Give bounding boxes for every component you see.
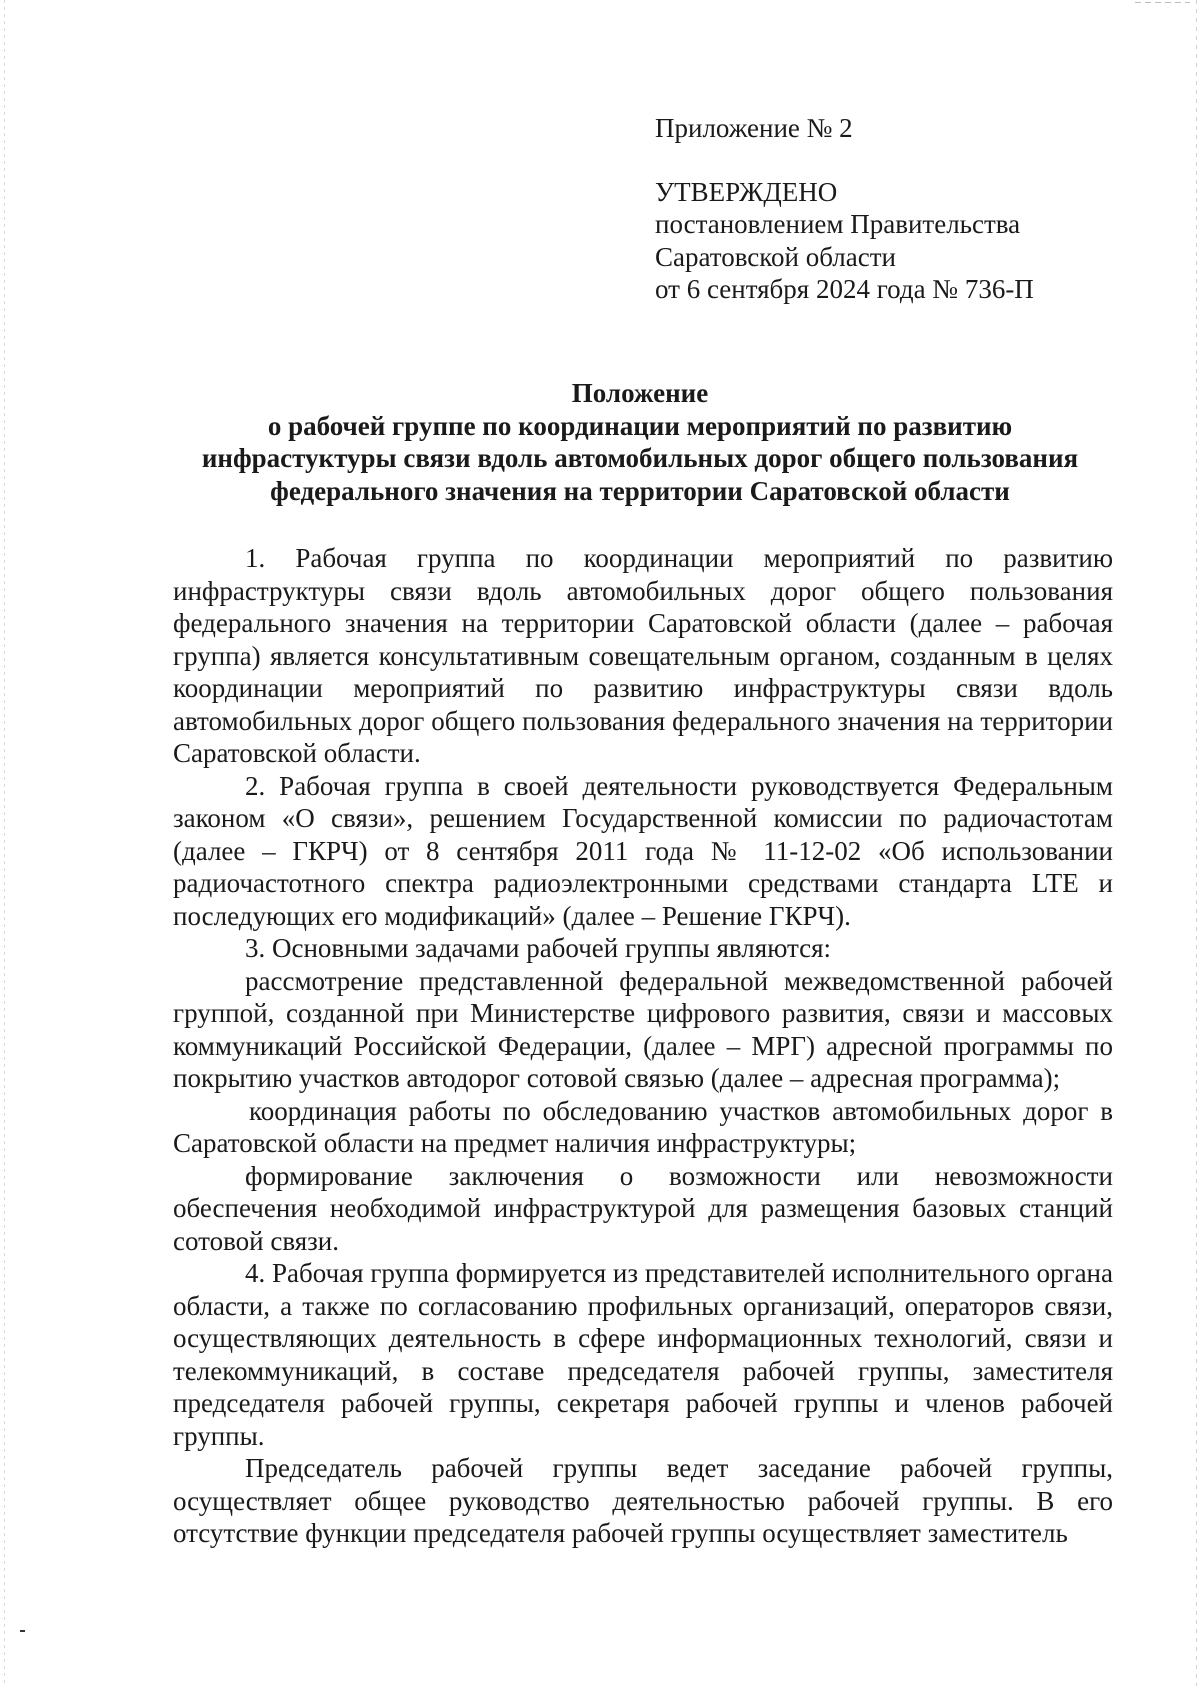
paragraph-2: 2. Рабочая группа в своей деятельности руководствуется Федеральным законом «О связи», решением Государственной комиссии по радиочастотам (далее – ГКРЧ) от 8 сентября 2011 года № 11-12-02 «Об использовании радиочастотного спектра радиоэлектронными средствами стандарта LTE и последующих его модификаций» (далее – Решение ГКРЧ). — [173, 770, 1113, 931]
task-item-1: рассмотрение представленной федеральной межведомственной рабочей группой, созданной при Министерстве цифрового развития, связи и массовых коммуникаций Российской Федерации, (далее – МРГ) адресной программы по покрытию участков автодорог сотовой связью (далее – адресная программа); — [173, 965, 1113, 1093]
approval-block — [655, 112, 1105, 306]
paragraph-3: 3. Основными задачами рабочей группы являются: — [245, 933, 832, 963]
paragraph-1: 1. Рабочая группа по координации мероприятий по развитию инфраструктуры связи вдоль автомобильных дорог общего пользования федерального значения на территории Саратовской области (далее – рабочая группа) является консультативным совещательным органом, созданным в целях координации мероприятий по развитию инфраструктуры связи вдоль автомобильных дорог общего пользования федерального значения на территории Саратовской области. — [173, 543, 1113, 768]
paragraph-4: 4. Рабочая группа формируется из представителей исполнительного органа области, а также по согласованию профильных организаций, операторов связи, осуществляющих деятельность в сфере информационных технологий, связи и телекоммуникаций, в составе председателя рабочей группы, заместителя председателя рабочей группы, секретаря рабочей группы и членов рабочей группы. — [173, 1258, 1113, 1451]
decree-line-2: Саратовской области — [655, 241, 896, 272]
appendix-number: Приложение № 2 — [655, 113, 853, 143]
approved-stamp-text: УТВЕРЖДЕНО — [655, 176, 838, 207]
decree-line-1: постановлением Правительства — [655, 209, 1021, 239]
task-item-2: координация работы по обследованию участков автомобильных дорог в Саратовской области на предмет наличия инфраструктуры; — [173, 1095, 1113, 1158]
title-line-4: федерального значения на территории Саратовской области — [270, 475, 1010, 506]
document-body — [173, 542, 1113, 1550]
scan-stray-mark — [20, 1630, 25, 1632]
document-title — [160, 377, 1120, 507]
title-line-2: о рабочей группе по координации мероприятий по развитию — [267, 410, 1013, 441]
scan-edge-left — [4, 0, 5, 1686]
paragraph-chairman: Председатель рабочей группы ведет заседание рабочей группы, осуществляет общее руководство деятельностью рабочей группы. В его отсутствие функции председателя рабочей группы осуществляет заместитель — [173, 1453, 1113, 1548]
decree-line-3: от 6 сентября 2024 года № 736-П — [655, 274, 1034, 304]
scan-edge-top-mark — [1135, 2, 1190, 3]
task-item-3: формирование заключения о возможности или невозможности обеспечения необходимой инфраструктурой для размещения базовых станций сотовой связи. — [173, 1160, 1113, 1256]
title-line-3: инфрастуктуры связи вдоль автомобильных дорог общего пользования — [201, 443, 1079, 473]
title-line-1: Положение — [571, 378, 709, 408]
scan-edge-right — [1196, 0, 1197, 1686]
